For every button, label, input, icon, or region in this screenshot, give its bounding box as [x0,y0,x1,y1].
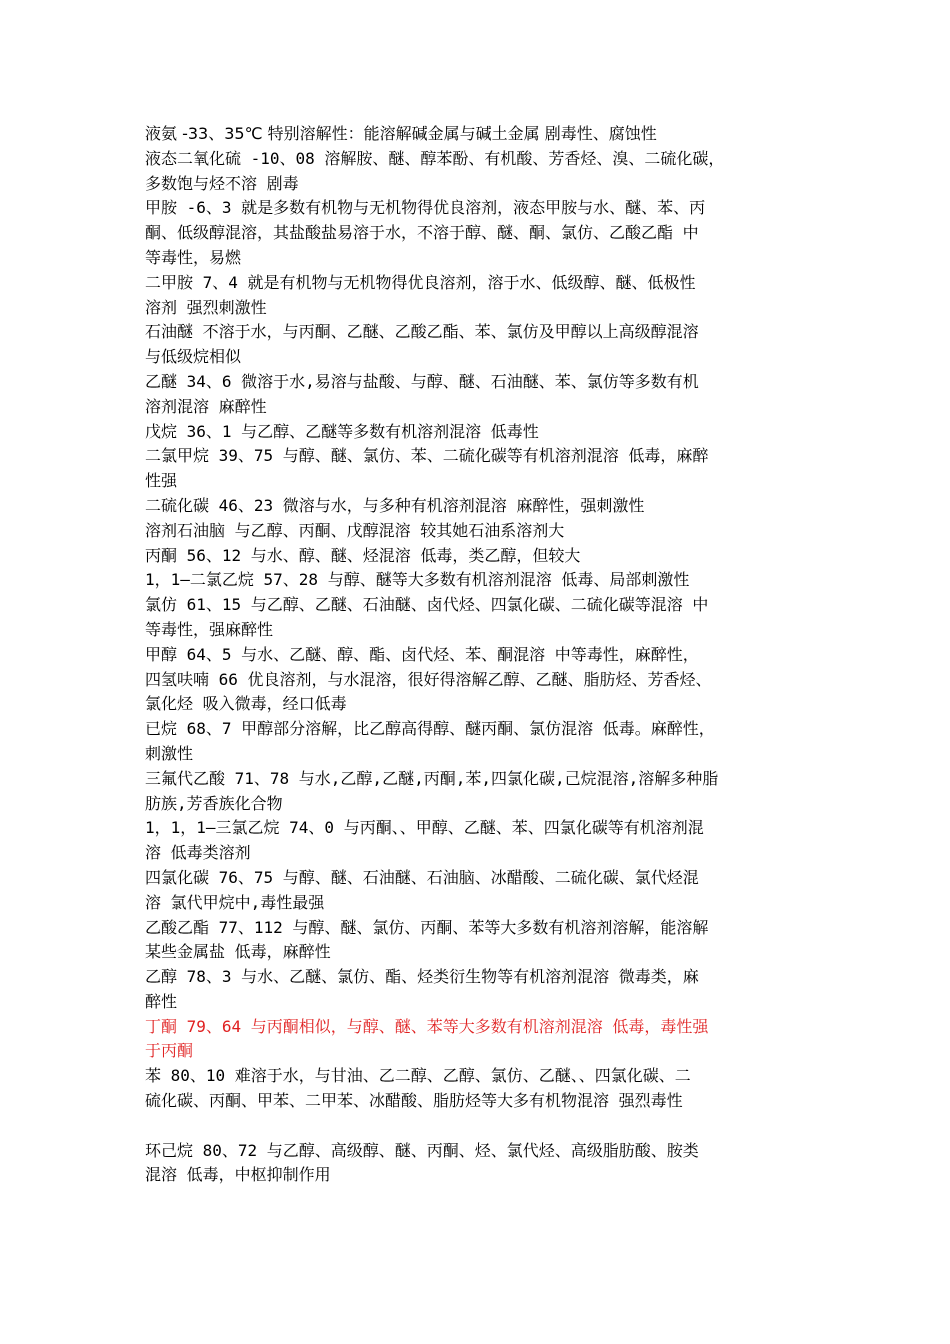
text-line: 混溶 低毒，中枢抑制作用 [145,1165,331,1185]
text-line: 溶 氯代甲烷中,毒性最强 [145,892,325,912]
text-line: 二硫化碳 46、23 微溶与水，与多种有机溶剂混溶 麻醉性，强刺激性 [145,495,645,515]
entry-chloroform [145,593,810,643]
text-line: 石油醚 不溶于水，与丙酮、乙醚、乙酸乙酯、苯、氯仿及甲醇以上高级醇混溶 [145,322,699,342]
text-line: 等毒性，易燃 [145,247,242,267]
text-line: 三氟代乙酸 71、78 与水,乙醇,乙醚,丙酮,苯,四氯化碳,己烷混溶,溶解多种脂 [145,768,719,788]
text-line: 溶剂 强烈刺激性 [145,297,267,317]
text-line: 溶 低毒类溶剂 [145,843,251,863]
text-line: 二氯甲烷 39、75 与醇、醚、氯仿、苯、二硫化碳等有机溶剂混溶 低毒，麻醉 [145,446,709,466]
text-line: 性强 [145,471,178,491]
text-line: 液氨 -33、35℃ 特别溶解性：能溶解碱金属与碱土金属 剧毒性、腐蚀性 [145,124,657,143]
entry-methanol [145,643,810,668]
text-line: 溶剂石油脑 与乙醇、丙酮、戊醇混溶 较其她石油系溶剂大 [145,520,565,540]
text-line: 环己烷 80、72 与乙醇、高级醇、醚、丙酮、烃、氯代烃、高级脂肪酸、胺类 [145,1140,699,1160]
entry-dichloromethane [145,444,810,494]
text-line: 酮、低级醇混溶，其盐酸盐易溶于水，不溶于醇、醚、酮、氯仿、乙酸乙酯 中 [145,223,699,243]
text-line: 氯仿 61、15 与乙醇、乙醚、石油醚、卤代烃、四氯化碳、二硫化碳等混溶 中 [145,595,709,615]
entry-petroleum-ether [145,320,810,370]
blank-line [145,1114,810,1139]
entry-diethyl-ether [145,370,810,420]
entry-carbon-tetrachloride [145,866,810,916]
text-line: 四氢呋喃 66 优良溶剂，与水混溶，很好得溶解乙醇、乙醚、脂肪烃、芳香烃、 [145,669,712,689]
text-line: 刺激性 [145,743,194,763]
text-line: 乙醚 34、6 微溶于水,易溶与盐酸、与醇、醚、石油醚、苯、氯仿等多数有机 [145,371,699,391]
text-line: 多数饱与烃不溶 剧毒 [145,173,299,193]
entry-butanone-highlighted [145,1015,810,1065]
text-line: 液态二氧化硫 -10、08 溶解胺、醚、醇苯酚、有机酸、芳香烃、溴、二硫化碳， [145,148,725,168]
entry-tetrahydrofuran [145,668,810,718]
text-line: 二甲胺 7、4 就是有机物与无机物得优良溶剂，溶于水、低级醇、醚、低极性 [145,272,696,292]
entry-dichloroethane [145,568,810,593]
text-line: 戊烷 36、1 与乙醇、乙醚等多数有机溶剂混溶 低毒性 [145,421,539,441]
text-line: 溶剂混溶 麻醉性 [145,396,267,416]
entry-methylamine [145,196,810,270]
text-line: 四氯化碳 76、75 与醇、醚、石油醚、石油脑、冰醋酸、二硫化碳、氯代烃混 [145,867,699,887]
text-line: 甲胺 -6、3 就是多数有机物与无机物得优良溶剂，液态甲胺与水、醚、苯、丙 [145,198,706,218]
entry-ethyl-acetate [145,916,810,966]
text-line: 乙醇 78、3 与水、乙醚、氯仿、酯、烃类衍生物等有机溶剂混溶 微毒类，麻 [145,967,699,987]
text-line: 丙酮 56、12 与水、醇、醚、烃混溶 低毒，类乙醇，但较大 [145,545,581,565]
entry-trichloroethane [145,816,810,866]
text-line: 甲醇 64、5 与水、乙醚、醇、酯、卤代烃、苯、酮混溶 中等毒性，麻醉性， [145,644,699,664]
entry-liquid-sulfur-dioxide [145,147,810,197]
text-line: 已烷 68、7 甲醇部分溶解，比乙醇高得醇、醚丙酮、氯仿混溶 低毒。麻醉性， [145,719,715,739]
entry-pentane [145,420,810,445]
text-line: 于丙酮 [145,1041,194,1061]
text-line: 硫化碳、丙酮、甲苯、二甲苯、冰醋酸、脂肪烃等大多有机物混溶 强烈毒性 [145,1091,683,1111]
text-line: 氯化烃 吸入微毒，经口低毒 [145,694,347,714]
text-line: 1，1—二氯乙烷 57、28 与醇、醚等大多数有机溶剂混溶 低毒、局部刺激性 [145,570,690,590]
entry-carbon-disulfide [145,494,810,519]
entry-ethanol [145,965,810,1015]
text-line: 与低级烷相似 [145,347,242,367]
entry-cyclohexane [145,1139,810,1189]
text-line: 肪族,芳香族化合物 [145,793,283,813]
entry-acetone [145,544,810,569]
text-line: 醉性 [145,991,178,1011]
entry-dimethylamine [145,271,810,321]
text-line: 乙酸乙酯 77、112 与醇、醚、氯仿、丙酮、苯等大多数有机溶剂溶解，能溶解 [145,917,709,937]
text-line: 苯 80、10 难溶于水，与甘油、乙二醇、乙醇、氯仿、乙醚、、四氯化碳、二 [145,1066,691,1086]
text-line: 某些金属盐 低毒，麻醉性 [145,942,331,962]
text-line: 丁酮 79、64 与丙酮相似，与醇、醚、苯等大多数有机溶剂混溶 低毒，毒性强 [145,1016,709,1036]
entry-hexane [145,717,810,767]
entry-liquid-ammonia [145,122,810,147]
document-page [145,122,810,1188]
entry-trifluoroacetic-acid [145,767,810,817]
entry-benzene [145,1064,810,1114]
entry-solvent-naphtha [145,519,810,544]
text-line: 等毒性，强麻醉性 [145,619,274,639]
text-line: 1，1，1—三氯乙烷 74、0 与丙酮、、甲醇、乙醚、苯、四氯化碳等有机溶剂混 [145,818,704,838]
